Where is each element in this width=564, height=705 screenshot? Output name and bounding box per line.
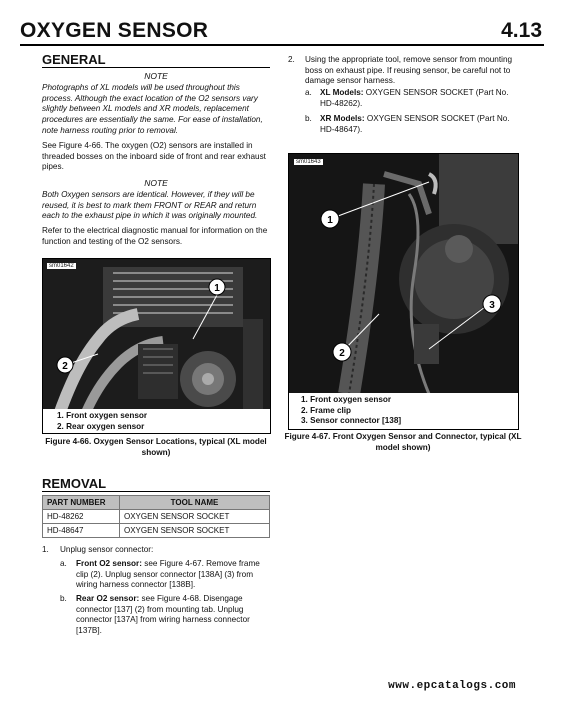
step-1b-bold: Rear O2 sensor: [76, 594, 140, 603]
step-1a-bold: Front O2 sensor: [76, 559, 142, 568]
general-underline [42, 67, 270, 68]
step-2a-body: OXYGEN SENSOR SOCKET (Part No. HD-48262). [320, 88, 509, 108]
figure-4-66-legend [43, 409, 270, 434]
tools-header-part-number: PART NUMBER [43, 496, 120, 510]
tools-cell-part-number: HD-48262 [43, 510, 120, 524]
table-row [43, 524, 270, 538]
tools-cell-part-number: HD-48647 [43, 524, 120, 538]
figure-4-67-legend-item: 2. Frame clip [301, 405, 352, 415]
step-2b-text [320, 114, 520, 135]
figure-4-66-tag: sm01642 [49, 263, 74, 269]
step-1a-body: see Figure 4-67. Remove frame clip (2). Unplug sensor connector [138A] (3) from wiring harness connector [138B]. [76, 559, 260, 590]
note-1-text: Photographs of XL models will be used throughout this process. Although the exact location of the O2 sensors vary slightly between XL models and XR models, replacement procedures are essentially the same. For ease of installation, note harness routing prior to removal. [42, 83, 263, 135]
general-paragraph-2: Refer to the electrical diagnostic manual for information on the function and testing of the O2 sensors. [42, 226, 268, 246]
step-1b-letter: b. [60, 594, 67, 603]
tools-cell-tool-name: OXYGEN SENSOR SOCKET [120, 524, 270, 538]
header-rule [20, 44, 544, 46]
figure-4-67-legend [289, 393, 518, 429]
step-1a-letter: a. [60, 559, 67, 568]
figure-4-67-tag: sm01643 [296, 159, 321, 165]
step-1-text: Unplug sensor connector: [60, 545, 154, 554]
page-number: 4.13 [501, 19, 542, 42]
note-2-label: NOTE [144, 178, 168, 188]
figure-4-66-callout-2: 2 [62, 361, 68, 372]
figure-4-67-callout-2: 2 [339, 348, 345, 359]
tools-header-tool-name: TOOL NAME [120, 496, 270, 510]
engine-photo-illustration [43, 259, 270, 433]
note-2-text: Both Oxygen sensors are identical. However, if they will be reused, it is best to mark them FRONT or REAR and return each to the exhaust pipe in which it was originally mounted. [42, 190, 258, 221]
step-1-number: 1. [42, 545, 49, 554]
sensor-photo-illustration [289, 154, 518, 429]
figure-4-66-caption: Figure 4-66. Oxygen Sensor Locations, typical (XL model shown) [45, 437, 267, 457]
removal-heading: REMOVAL [42, 476, 107, 491]
step-2-text: Using the appropriate tool, remove sensor from mounting boss on exhaust pipe. If reusing sensor, be careful not to damage sensor harness. [305, 55, 513, 86]
figure-4-66-legend-item: 2. Rear oxygen sensor [57, 421, 145, 431]
figure-4-67-legend-item: 1. Front oxygen sensor [301, 395, 392, 404]
step-2a-bold: XL Models: [320, 88, 364, 97]
table-row [43, 510, 270, 524]
step-2-number: 2. [288, 55, 295, 64]
page-title: OXYGEN SENSOR [20, 19, 209, 42]
figure-4-66-callout-1: 1 [214, 283, 220, 294]
step-2b-body: OXYGEN SENSOR SOCKET (Part No. HD-48647). [320, 114, 510, 134]
step-2a-text [320, 88, 520, 109]
step-1b-text [76, 594, 271, 637]
note-1-label: NOTE [144, 71, 168, 81]
general-paragraph-1: See Figure 4-66. The oxygen (O2) sensors are installed in threaded bosses on the inboard side of front and rear exhaust pipes. [42, 141, 266, 172]
figure-4-67-callout-1: 1 [327, 215, 333, 226]
removal-underline [42, 491, 270, 492]
figure-4-66-photo [42, 258, 271, 434]
step-1a-text [76, 559, 271, 591]
figure-4-67-photo [288, 153, 519, 430]
figure-4-67-callout-3: 3 [489, 300, 495, 311]
step-2a-letter: a. [305, 88, 312, 97]
tools-table [42, 495, 270, 538]
figure-4-67-caption: Figure 4-67. Front Oxygen Sensor and Connector, typical (XL model shown) [284, 432, 522, 452]
step-2b-letter: b. [305, 114, 312, 123]
watermark-url: www.epcatalogs.com [388, 680, 516, 692]
step-1b-body: see Figure 4-68. Disengage connector [137] (2) from mounting tab. Unplug connector [137A] from wiring harness connector [137B]. [76, 594, 250, 635]
figure-4-67-legend-item: 3. Sensor connector [138] [301, 416, 402, 426]
general-heading: GENERAL [42, 52, 106, 67]
tools-cell-tool-name: OXYGEN SENSOR SOCKET [120, 510, 270, 524]
step-2b-bold: XR Models: [320, 114, 365, 123]
figure-4-66-legend-item: 1. Front oxygen sensor [57, 411, 148, 420]
tools-table-header-row [43, 496, 270, 510]
